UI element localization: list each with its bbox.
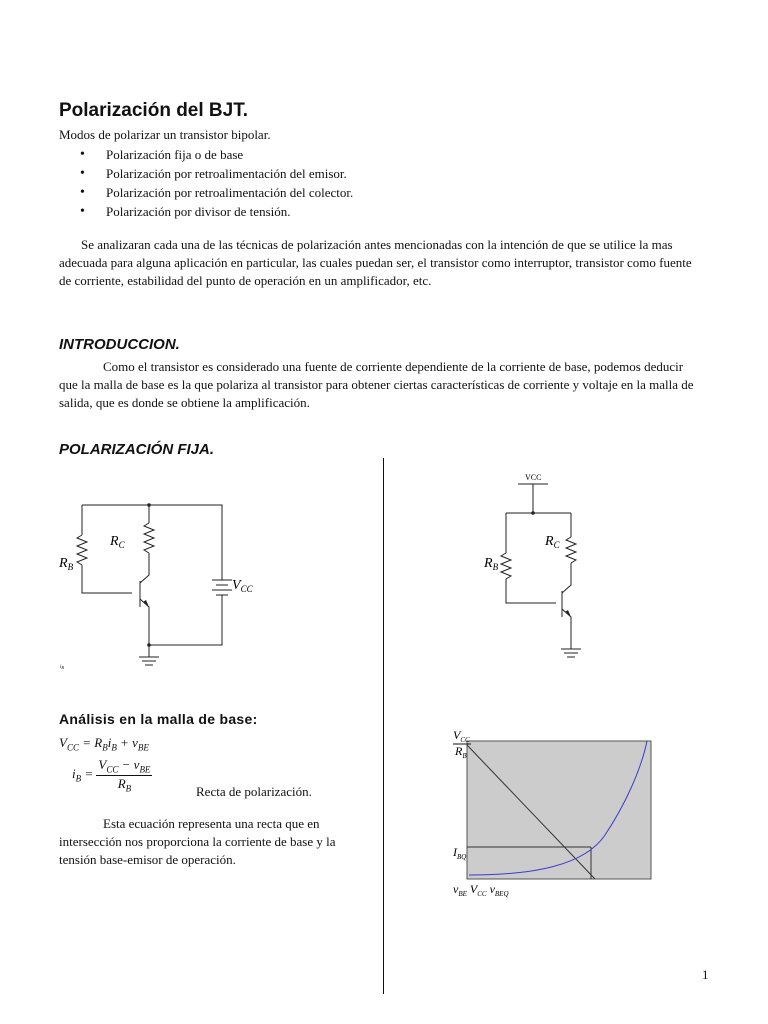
svg-text:VCC: $V_{CC}$ [232,578,253,594]
list-item: • Polarización fija o de base [80,145,580,164]
svg-text:RB: $R_B$ [484,556,499,572]
page-number: 1 [702,967,709,982]
recta-label: Recta de polarización. [196,784,312,799]
svg-text:VCC [525,473,541,482]
svg-text:RC: $R_C$ [545,534,560,550]
y-top-num: V [453,728,461,742]
y-ibq-label: I [453,845,457,859]
analysis-paragraph: Esta ecuación representa una recta que en intersección nos proporciona la corriente de base y la tensión base-emisor de operación. [59,816,336,867]
intro-line: Modos de polarizar un transistor bipolar. [59,127,271,142]
svg-text:RC: $R_C$ [110,534,125,550]
emitter-arrow-icon [143,600,149,607]
emitter-arrow-icon [565,610,571,617]
intro-paragraph: Como el transistor es considerado una fuente de corriente dependiente de la corriente de base, podemos deducir que la malla de base es la que polariza al transistor para obtener ciertas características de corriente y voltaje en la malla de salida, que es donde se obtiene la amplificación. [59,359,694,410]
x-vbe-label: v [453,882,459,896]
page-title: Polarización del BJT. [59,100,248,121]
equation-vcc: $V_{CC} = R_Bi_B + v_{BE}$ [59,735,149,753]
paragraph-techniques: Se analizaran cada una de las técnicas de polarización antes mencionadas con la intención de que se utilice la mas adecuada para alguna aplicación en particular, las cuales puedan ser, el transistor como interruptor, transistor como fuente de corriente, estabilidad del punto de operación en un amplificador, etc. [59,237,692,288]
x-vbeq-label: v [489,882,495,896]
rb-label: R [59,556,68,571]
rb-label: R [484,556,493,571]
svg-text:RB: $R_B$ [59,556,74,572]
bias-modes-list [80,145,580,221]
svg-text:IBQ: $I_{BQ}$ [453,845,467,861]
analysis-heading: Análisis en la malla de base: [59,711,258,727]
vcc-label: V [232,578,241,593]
svg-text:vBEVCCvBEQ: $v_{BE}$ $V_{CC}$ $v_{BEQ}$ [453,882,509,898]
x-vcc-label: V [469,882,478,896]
y-top-den: R [455,744,463,758]
list-item: • Polarización por retroalimentación del emisor. [80,164,580,183]
rc-label: R [110,534,119,549]
section-heading: POLARIZACIÓN FIJA. [59,441,215,458]
list-item: • Polarización por retroalimentación del colector. [80,183,580,202]
tiny-ib-label: i [60,665,62,670]
list-item: • Polarización por divisor de tensión. [80,202,580,221]
rc-label: R [545,534,554,549]
equation-ib: $i_B$ = $\frac{V_{CC} - v_{BE}}{R_B}$ [72,757,151,794]
column-divider [383,458,384,994]
fixed-bias-circuit-vcc [470,465,620,665]
vcc-box-label: VCC [525,473,542,482]
intro-heading: INTRODUCCION. [59,336,180,353]
plot-area [467,741,651,879]
svg-text:iB: $i_B$ [60,665,64,670]
svg-text:RB: $R_B$ [455,744,467,760]
svg-text:VCC: $V_{CC}$ [453,728,470,744]
bias-line-graph [445,725,660,905]
fixed-bias-circuit [50,495,270,680]
